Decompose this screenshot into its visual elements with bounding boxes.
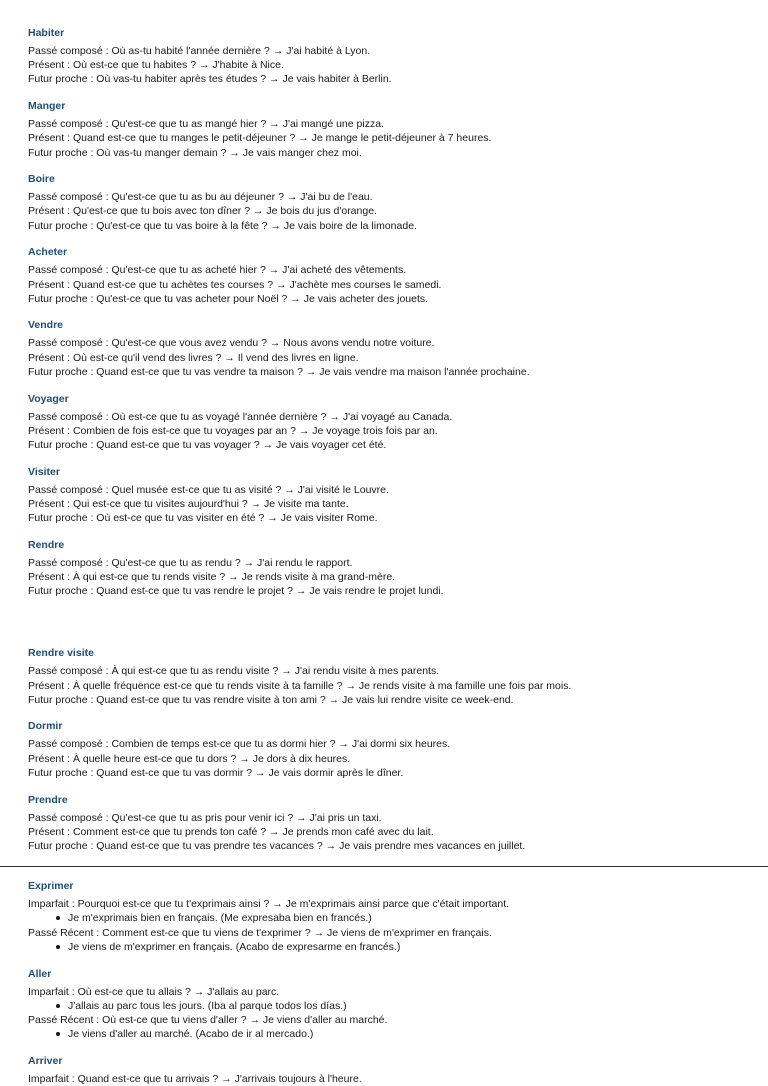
verb-section-rendre <box>28 538 748 599</box>
verb-section-prendre <box>28 793 748 854</box>
example-line: Imparfait : Pourquoi est-ce que tu t'exprimais ainsi ? → Je m'exprimais ainsi parce que c'était important. <box>28 898 510 911</box>
example-line: Présent : Quand est-ce que tu achètes tes courses ? → J'achète mes courses le samedi. <box>28 278 442 291</box>
divider-wrap <box>28 853 748 879</box>
verb-heading: Aller <box>28 967 52 980</box>
verb-section-manger <box>28 99 748 160</box>
example-line: Présent : Où est-ce que tu habites ? → J'habite à Nice. <box>28 59 284 72</box>
example-line: Passé Récent : Comment est-ce que tu viens de t'exprimer ? → Je viens de m'exprimer en français. <box>28 926 492 939</box>
example-line: Imparfait : Où est-ce que tu allais ? → J'allais au parc. <box>28 985 280 998</box>
verb-section-exprimer <box>28 879 748 954</box>
example-line: Futur proche : Où vas-tu manger demain ? → Je vais manger chez moi. <box>28 146 362 159</box>
verb-heading: Voyager <box>28 392 69 405</box>
verb-section-voyager <box>28 392 748 453</box>
page-gap <box>28 598 748 646</box>
example-line: Passé composé : Où as-tu habité l'année dernière ? → J'ai habité à Lyon. <box>28 45 371 57</box>
section-gap <box>28 379 748 392</box>
example-line: Futur proche : Qu'est-ce que tu vas acheter pour Noël ? → Je vais acheter des jouets. <box>28 292 429 305</box>
bullet-item: Je m'exprimais bien en français. (Me expresaba bien en francés.) <box>28 911 748 925</box>
verb-section-boire <box>28 172 748 233</box>
document-page <box>28 26 748 1086</box>
verb-heading: Manger <box>28 100 66 113</box>
verb-heading: Prendre <box>28 793 68 806</box>
verb-heading: Dormir <box>28 720 63 733</box>
verb-heading: Rendre visite <box>28 647 94 660</box>
example-line: Passé composé : Qu'est-ce que vous avez vendu ? → Nous avons vendu notre voiture. <box>28 337 435 350</box>
example-line: Passé composé : Combien de temps est-ce que tu as dormi hier ? → J'ai dormi six heures. <box>28 738 451 751</box>
section-gap <box>28 525 748 538</box>
bullet-item: J'allais au parc tous les jours. (Iba al parque todos los días.) <box>28 999 748 1013</box>
verb-group-b <box>28 646 748 853</box>
section-gap <box>28 954 748 967</box>
horizontal-divider <box>0 866 768 867</box>
verb-section-dormir <box>28 719 748 780</box>
example-line: Futur proche : Qu'est-ce que tu vas boire à la fête ? → Je vais boire de la limonade. <box>28 219 417 232</box>
example-line: Futur proche : Quand est-ce que tu vas rendre visite à ton ami ? → Je vais lui rendre visite ce week-end. <box>28 693 514 706</box>
section-gap <box>28 233 748 246</box>
verb-heading: Arriver <box>28 1054 63 1067</box>
example-line: Futur proche : Où est-ce que tu vas visiter en été ? → Je vais visiter Rome. <box>28 512 378 525</box>
verb-heading: Habiter <box>28 27 65 39</box>
verb-section-aller <box>28 967 748 1042</box>
example-line: Passé composé : Qu'est-ce que tu as rendu ? → J'ai rendu le rapport. <box>28 556 353 569</box>
section-gap <box>28 306 748 319</box>
example-line: Futur proche : Quand est-ce que tu vas dormir ? → Je vais dormir après le dîner. <box>28 766 404 779</box>
section-gap <box>28 707 748 720</box>
section-gap <box>28 1041 748 1054</box>
example-line: Présent : À qui est-ce que tu rends visite ? → Je rends visite à ma grand-mère. <box>28 570 396 583</box>
example-line: Présent : Comment est-ce que tu prends ton café ? → Je prends mon café avec du lait. <box>28 825 434 838</box>
verb-group-a <box>28 26 748 598</box>
bullet-item: Je viens d'aller au marché. (Acabo de ir al mercado.) <box>28 1027 748 1041</box>
example-line: Futur proche : Quand est-ce que tu vas prendre tes vacances ? → Je vais prendre mes vacances en juillet. <box>28 840 526 852</box>
verb-section-rendre-visite <box>28 646 748 707</box>
section-gap <box>28 452 748 465</box>
example-line: Passé composé : Où est-ce que tu as voyagé l'année dernière ? → J'ai voyagé au Canada. <box>28 410 453 423</box>
example-line: Futur proche : Où vas-tu habiter après tes études ? → Je vais habiter à Berlin. <box>28 73 392 86</box>
example-line: Futur proche : Quand est-ce que tu vas rendre le projet ? → Je vais rendre le projet lundi. <box>28 585 444 598</box>
example-line: Passé composé : Qu'est-ce que tu as bu au déjeuner ? → J'ai bu de l'eau. <box>28 191 373 204</box>
example-line: Passé composé : Qu'est-ce que tu as pris pour venir ici ? → J'ai pris un taxi. <box>28 811 382 824</box>
example-line: Présent : Qu'est-ce que tu bois avec ton dîner ? → Je bois du jus d'orange. <box>28 205 377 218</box>
verb-section-vendre <box>28 318 748 379</box>
bullet-item: Je viens de m'exprimer en français. (Acabo de expresarme en francés.) <box>28 940 748 954</box>
example-line: Passé composé : Qu'est-ce que tu as mangé hier ? → J'ai mangé une pizza. <box>28 118 384 131</box>
verb-section-arriver <box>28 1054 748 1086</box>
section-gap <box>28 87 748 100</box>
verb-heading: Acheter <box>28 246 68 259</box>
example-line: Présent : À quelle heure est-ce que tu dors ? → Je dors à dix heures. <box>28 752 351 765</box>
example-line: Passé Récent : Où est-ce que tu viens d'aller ? → Je viens d'aller au marché. <box>28 1013 388 1026</box>
section-gap <box>28 780 748 793</box>
verb-section-habiter <box>28 26 748 87</box>
verb-heading: Boire <box>28 173 55 186</box>
verb-heading: Visiter <box>28 465 60 478</box>
example-line: Présent : Où est-ce qu'il vend des livres ? → Il vend des livres en ligne. <box>28 351 359 364</box>
example-line: Passé composé : Quel musée est-ce que tu as visité ? → J'ai visité le Louvre. <box>28 483 389 496</box>
verb-heading: Exprimer <box>28 880 74 893</box>
verb-section-visiter <box>28 465 748 526</box>
example-line: Présent : Qui est-ce que tu visites aujourd'hui ? → Je visite ma tante. <box>28 497 349 510</box>
section-gap <box>28 160 748 173</box>
example-line: Futur proche : Quand est-ce que tu vas vendre ta maison ? → Je vais vendre ma maison l'année prochaine. <box>28 365 530 378</box>
example-line: Futur proche : Quand est-ce que tu vas voyager ? → Je vais voyager cet été. <box>28 438 387 451</box>
verb-heading: Vendre <box>28 319 64 332</box>
example-line: Passé composé : À qui est-ce que tu as rendu visite ? → J'ai rendu visite à mes parents. <box>28 665 440 678</box>
example-line: Présent : Combien de fois est-ce que tu voyages par an ? → Je voyage trois fois par an. <box>28 424 438 437</box>
verb-heading: Rendre <box>28 538 65 551</box>
verb-group-c <box>28 879 748 1086</box>
example-line: Imparfait : Quand est-ce que tu arrivais ? → J'arrivais toujours à l'heure. <box>28 1072 362 1085</box>
example-line: Présent : Quand est-ce que tu manges le petit-déjeuner ? → Je mange le petit-déjeuner à 7 heures. <box>28 132 492 145</box>
example-line: Passé composé : Qu'est-ce que tu as acheté hier ? → J'ai acheté des vêtements. <box>28 264 407 277</box>
example-line: Présent : À quelle fréquence est-ce que tu rends visite à ta famille ? → Je rends visite à ma famille une fois par mois. <box>28 679 572 692</box>
verb-section-acheter <box>28 245 748 306</box>
